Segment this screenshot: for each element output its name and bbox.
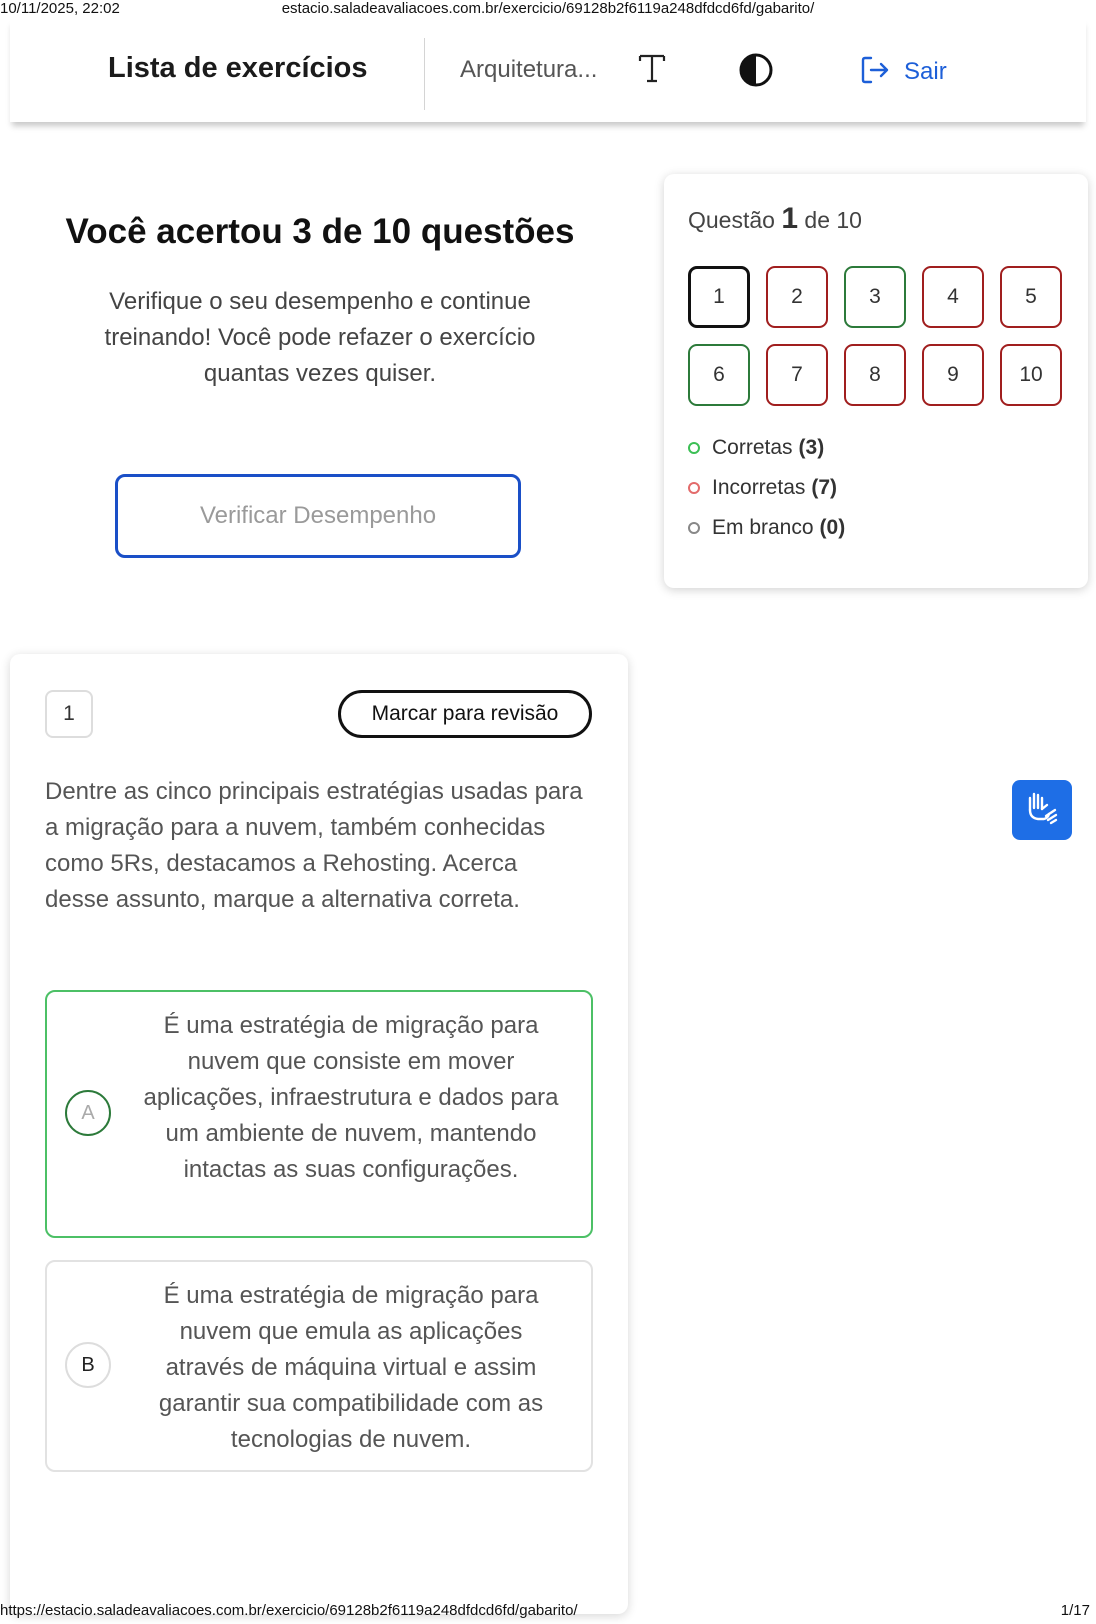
legend-blank: [688, 508, 845, 548]
page-title: Lista de exercícios: [108, 52, 368, 84]
question-button-5[interactable]: 5: [1000, 266, 1062, 328]
incorrect-dot-icon: [688, 482, 700, 494]
sign-language-icon: [1022, 788, 1062, 833]
question-number-badge: 1: [45, 690, 93, 738]
counter-prefix: Questão: [688, 207, 775, 233]
contrast-icon[interactable]: [738, 52, 774, 88]
print-footer: [0, 1602, 1096, 1622]
alternative-text: É uma estratégia de migração para nuvem que emula as aplicações através de máquina virtual e assim garantir sua compatibilidade com as tecnologias de nuvem.: [158, 1282, 544, 1453]
question-button-6[interactable]: 6: [688, 344, 750, 406]
counter-suffix: de 10: [804, 207, 862, 233]
print-header: [0, 0, 1096, 18]
sign-language-button[interactable]: [1012, 780, 1072, 840]
legend-count: (3): [798, 436, 825, 459]
print-datetime: 10/11/2025, 22:02: [0, 0, 120, 17]
print-page-number: 1/17: [1060, 1602, 1090, 1619]
mark-for-review-button[interactable]: Marcar para revisão: [338, 690, 592, 738]
logout-button[interactable]: [858, 52, 947, 92]
logout-label: Sair: [904, 58, 947, 85]
question-button-4[interactable]: 4: [922, 266, 984, 328]
legend-incorrect: [688, 468, 845, 508]
counter-current: 1: [781, 202, 799, 235]
alternative-letter: A: [65, 1090, 111, 1136]
question-button-8[interactable]: 8: [844, 344, 906, 406]
question-button-1[interactable]: 1: [688, 266, 750, 328]
alternative-b[interactable]: [45, 1260, 593, 1472]
question-button-7[interactable]: 7: [766, 344, 828, 406]
legend-count: (0): [819, 516, 846, 539]
score-summary: [60, 210, 580, 392]
legend-correct: [688, 428, 845, 468]
alternative-a[interactable]: [45, 990, 593, 1238]
alternative-text: É uma estratégia de migração para nuvem que consiste em mover aplicações, infraestrutura e dados para um ambiente de nuvem, mantendo intactas as suas configurações.: [143, 1012, 559, 1183]
legend-count: (7): [811, 476, 838, 499]
print-url: estacio.saladeavaliacoes.com.br/exercicio/69128b2f6119a248dfdcd6fd/gabarito/: [281, 0, 815, 17]
score-title: Você acertou 3 de 10 questões: [65, 212, 575, 251]
print-footer-url: https://estacio.saladeavaliacoes.com.br/exercicio/69128b2f6119a248dfdcd6fd/gabarito/: [0, 1602, 578, 1619]
question-button-2[interactable]: 2: [766, 266, 828, 328]
legend-label: Em branco: [712, 516, 814, 539]
alternative-letter: B: [65, 1342, 111, 1388]
question-counter: [688, 202, 862, 236]
question-navigator: [664, 174, 1088, 588]
legend-label: Incorretas: [712, 476, 806, 499]
blank-dot-icon: [688, 522, 700, 534]
header-divider: [424, 38, 425, 110]
question-button-3[interactable]: 3: [844, 266, 906, 328]
verify-performance-button[interactable]: Verificar Desempenho: [115, 474, 521, 558]
course-name: Arquitetura...: [460, 56, 598, 83]
question-statement: Dentre as cinco principais estratégias usadas para a migração para a nuvem, também conhecidas como 5Rs, destacamos a Rehosting. Acerca desse assunto, marque a alternativa correta.: [45, 778, 583, 913]
question-button-10[interactable]: 10: [1000, 344, 1062, 406]
question-grid: [688, 266, 1064, 406]
question-card: [10, 654, 628, 1614]
question-button-9[interactable]: 9: [922, 344, 984, 406]
status-legend: [688, 428, 845, 548]
correct-dot-icon: [688, 442, 700, 454]
score-message: Verifique o seu desempenho e continue treinando! Você pode refazer o exercício quantas vezes quiser.: [104, 288, 536, 387]
logout-icon: [858, 53, 892, 92]
font-size-icon[interactable]: [634, 50, 670, 86]
legend-label: Corretas: [712, 436, 793, 459]
top-bar: [10, 18, 1086, 122]
